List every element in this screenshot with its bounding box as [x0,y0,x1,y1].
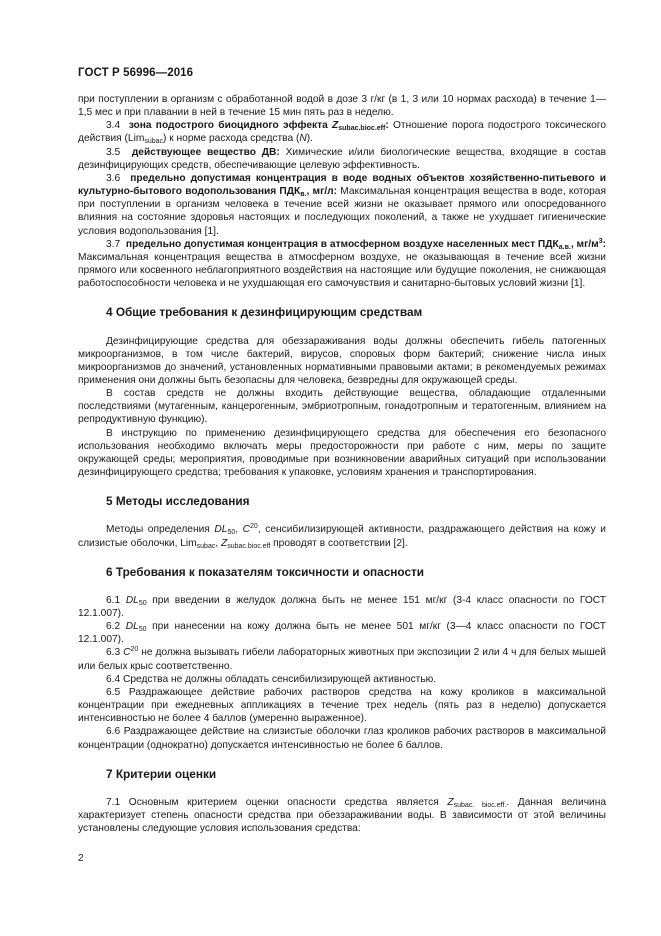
term-colon: : [385,120,389,132]
item-number: 3.4 [106,120,121,132]
page-number: 2 [78,853,84,864]
item-6-4: 6.4 Средства не должны обладать сенсибилизирующей активностью. [106,673,437,685]
item-6-5: 6.5 Раздражающее действие рабочих растворов средства на кожу кроликов в максимальной концентрации при ежедневных аппликациях в течение трех недель (пять раз в неделю) допускается интенсивностью не более 4 баллов (умеренно выраженное). [78,686,606,725]
item-6-6: 6.6 Раздражающее действие на слизистые оболочки глаз кроликов рабочих растворов в максимальной концентрации (однократно) допускается интенсивностью не более 6 баллов. [78,726,606,751]
symbol-dl: DL [125,621,139,633]
z-subscript: subac. bioc.eff. [453,801,507,809]
paragraph-text: Методы определения [106,524,215,536]
symbol: Z [332,120,339,132]
definition-3-7 [78,238,606,291]
section-7-heading: 7 Критерии оценки [106,766,217,781]
document-header: ГОСТ Р 56996—2016 [78,67,194,79]
symbol-c: C [123,647,131,659]
item-number: 6.1 [106,594,126,606]
definition-3-5 [78,146,606,172]
definition-text: Максимальная концентрация вещества в атмосферном воздухе, не оказывающая в течение всей жизни прямого или косвенного неблагоприятного воздействия на настоящие или будущие поколения, не снижающая работоспособности человека и не ухудшающая его самочувствия и санитарно-бытовых условий жизни [1]. [78,251,606,290]
section-5-heading: 5 Методы исследования [106,494,250,509]
definition-text: Химические и/или биологические вещества, входящие в состав дезинфицирующих средств, обеспечивающие целевую эффективность. [78,146,606,171]
item-7-1 [78,796,606,835]
item-number: 3.6 [106,172,121,184]
dl-subscript: 50 [138,599,147,607]
symbol-z: Z [447,796,454,808]
intro-paragraph: при поступлении в организм с обработанной водой в дозе 3 г/кг (в 1, 3 или 10 нормах расхода) в течение 1—1,5 мес и при плавании в ней в течение 15 мин пять раз в неделю. [78,94,606,119]
paragraph-text: , [235,524,243,536]
c-superscript: 20 [250,523,258,531]
section-5-paragraph [78,523,606,549]
definition-3-4 [78,119,606,145]
term-subscript: в. [300,191,307,199]
definition-text: ) к норме расхода средства ( [163,133,300,145]
definition-text: Максимальная концентрация вещества в воде, которая при поступлении в организм человека в течение всей жизни не оказывает прямого или опосредованного влияния на состояние здоровья настоящих и последующих поколений, а также не ухудшает гигиенические условия водопользования [1]. [78,186,606,237]
symbol-subscript: subac.bioc.eff [338,125,386,133]
item-text: не должна вызывать гибели лабораторных животных при экспозиции 2 или 4 ч для белых мышей или белых крыс соответственно. [78,647,606,672]
lim-subscript: subac [144,138,164,146]
symbol-c: C [242,524,251,536]
item-number: 3.5 [106,146,121,158]
definition-term: зона подострого биоцидного эффекта [128,120,333,132]
z-subscript: subac.bioc.eff [227,542,271,550]
term-unit: , мг/л: [306,186,338,198]
dl-subscript: 50 [138,626,147,634]
item-number: 6.2 [106,621,126,633]
symbol-z: Z [221,537,228,549]
item-text: . Данная величина характеризует степень опасности средства при обеззараживании воды. В зависимости от этой величины установлены следующие условия использования средства: [78,796,606,835]
definition-3-6 [78,172,606,238]
item-text: 7.1 Основным критерием оценки опасности средства является [106,796,448,808]
item-6-3 [78,646,606,672]
symbol-dl: DL [125,594,139,606]
term-superscript: 3 [598,237,603,245]
section-4-heading: 4 Общие требования к дезинфицирующим средствам [106,305,423,320]
item-text: при введении в желудок должна быть не менее 151 мг/кг (3-4 класс опасности по ГОСТ 12.1.007). [78,594,606,619]
paragraph-text: проводят в соответствии [2]. [270,537,408,549]
paragraph-text: , [215,537,222,549]
section-4-paragraph: В состав средств не должны входить действующие вещества, обладающие отдаленными последствиями (мутагенным, канцерогенным, эмбриотропным, гонадотропным и тератогенным, влиянием на репродуктивную функцию). [78,388,606,426]
item-number: 6.3 [106,647,124,659]
item-6-2 [78,620,606,646]
definition-term: действующее вещество ДВ: [131,146,280,158]
item-number: 3.7 [106,238,121,250]
term-colon: : [602,238,606,250]
section-6-heading: 6 Требования к показателям токсичности и опасности [106,564,425,579]
item-text: при нанесении на кожу должна быть не менее 501 мг/кг (3—4 класс опасности по ГОСТ 12.1.007). [78,621,606,646]
paragraph-text: , сенсибилизирующей активности, раздражающего действия на кожу и слизистые оболочки, Lim [78,524,606,549]
lim-subscript: subac [196,542,216,550]
dl-subscript: 50 [227,529,236,537]
symbol-n: N [299,133,307,145]
section-4-paragraph: В инструкцию по применению дезинфицирующего средства для обеспечения его безопасного использования необходимо включать меры предосторожности при работе с ним, меры по защите окружающей среды; мероприятия, проводимые при возникновении аварийных ситуаций при использовании дезинфицирующего средства; требования к упаковке, условиям хранения и транспортирования. [78,427,606,479]
definition-text: ). [306,133,313,145]
document-body [78,93,606,835]
c-superscript: 20 [130,646,139,654]
definition-text: Отношение порога подострого токсического действия (Lim [78,120,606,145]
section-4-paragraph: Дезинфицирующие средства для обеззараживания воды должны обеспечить гибель патогенных микроорганизмов, в том числе бактерий, вирусов, споровых форм бактерий; снижение числа иных микроорганизмов до значений, установленных нормативными правовыми актами; в рекомендуемых режимах применения они должны быть безопасны для человека, безвредны для окружающей среды. [78,335,606,386]
item-6-1 [78,594,606,620]
term-unit: , мг/м [570,238,599,250]
symbol-dl: DL [214,524,228,536]
term-subscript: а.в. [558,243,571,251]
definition-term: предельно допустимая концентрация в воде водных объектов хозяйственно-питьевого и культурно-бытового водопользования ПДК [78,172,606,198]
definition-term: предельно допустимая концентрация в атмосферном воздухе населенных мест ПДК [125,238,559,250]
